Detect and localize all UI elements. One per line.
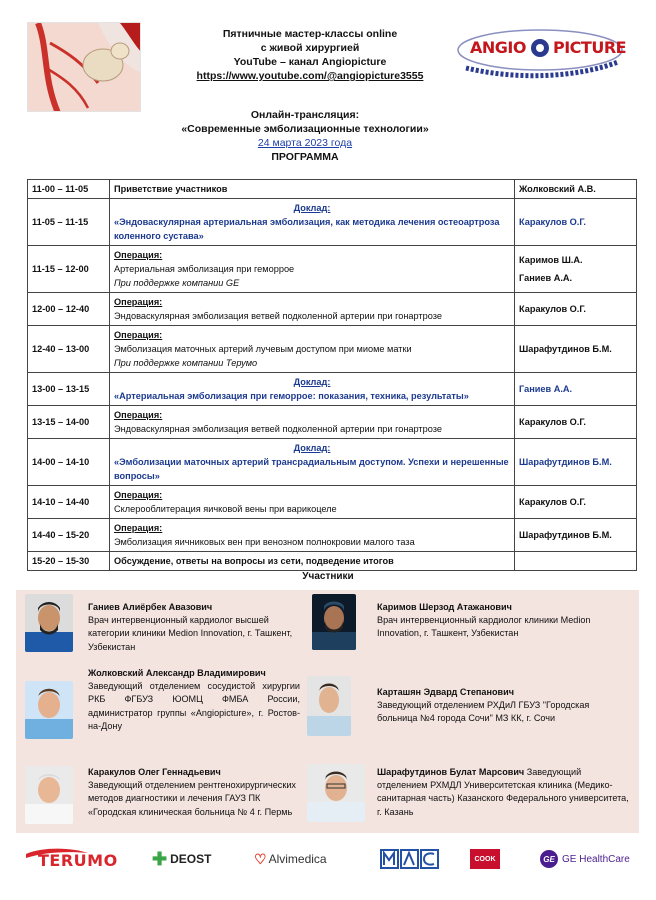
avatar [25, 594, 73, 652]
table-row [28, 246, 637, 293]
avatar [307, 676, 351, 736]
person-photo-icon [312, 594, 356, 650]
time-cell: 13-15 – 14-00 [28, 406, 110, 439]
table-row [28, 180, 637, 199]
table-row [28, 486, 637, 519]
sponsor-terumo [24, 848, 134, 870]
speaker-cell: Каракулов О.Г. [515, 293, 637, 326]
sponsor-alvimedica [254, 848, 354, 870]
event-text: Склерооблитерация яичковой вены при варикоцеле [114, 504, 337, 514]
participant-desc: Врач интервенционный кардиолог высшей категории клиники Medion Innovation, г. Ташкент, Узбекистан [88, 615, 293, 652]
header-line2: с живой хирургией [260, 42, 360, 54]
event-kind: Операция: [114, 250, 163, 260]
speaker-cell: Каракулов О.Г. [515, 406, 637, 439]
cook-logo-icon [470, 849, 500, 869]
event-note: При поддержке компании Терумо [114, 358, 258, 368]
mac-logo-icon [380, 849, 440, 869]
event-text: Эндоваскулярная эмболизация ветвей подколенной артерии при гонартрозе [114, 311, 442, 321]
person-photo-icon [25, 766, 73, 824]
participant-desc: Заведующий отделением РХМДЛ Университетская клиника (Медико-санитарная часть) Казанского Федерального университета, г. Казань [377, 767, 629, 817]
hero-illustration [27, 22, 141, 112]
speaker-cell: Жолковский А.В. [515, 180, 637, 199]
table-row [28, 199, 637, 246]
speaker-cell: Шарафутдинов Б.М. [515, 519, 637, 552]
event-text: Эндоваскулярная эмболизация ветвей подколенной артерии при гонартрозе [114, 424, 442, 434]
vessel-illustration-icon [28, 23, 141, 112]
participant-text [88, 766, 306, 819]
participant-text [377, 766, 633, 819]
sponsor-label: DEOST [170, 852, 212, 866]
broadcast-date: 24 марта 2023 года [257, 137, 353, 149]
event-cell: Приветствие участников [110, 180, 515, 199]
participant-text [88, 601, 303, 654]
ge-monogram-icon: GE [540, 850, 558, 868]
event-cell [110, 373, 515, 406]
sponsor-label: COOK [474, 855, 496, 863]
event-text: Артериальная эмболизация при геморрое [114, 264, 295, 274]
event-cell [110, 326, 515, 373]
time-cell: 14-00 – 14-10 [28, 439, 110, 486]
time-cell: 12-00 – 12-40 [28, 293, 110, 326]
time-cell: 11-15 – 12-00 [28, 246, 110, 293]
broadcast-label: Онлайн-трансляция: [250, 109, 360, 121]
event-kind: Операция: [114, 490, 163, 500]
event-cell [110, 406, 515, 439]
event-text: «Эндоваскулярная артериальная эмболизация, как методика лечения остеоартроза коленного сустава» [114, 217, 500, 241]
table-row [28, 519, 637, 552]
person-photo-icon [307, 676, 351, 736]
event-cell: Обсуждение, ответы на вопросы из сети, подведение итогов [110, 552, 515, 571]
logo-text-picture: PICTURE [553, 38, 627, 57]
speaker-cell: Шарафутдинов Б.М. [515, 326, 637, 373]
participant-name: Каракулов Олег Геннадьевич [88, 767, 221, 777]
participant-desc: Заведующий отделением сосудистой хирургии РКБ ФГБУЗ ЮОМЦ ФМБА России, администратор группы «Angiopicture», г. Ростов-на-Дону [88, 681, 300, 731]
table-row [28, 293, 637, 326]
person-photo-icon [25, 594, 73, 652]
event-cell [110, 246, 515, 293]
table-row [28, 326, 637, 373]
event-kind: Доклад: [293, 443, 331, 453]
avatar [312, 594, 356, 650]
event-kind: Операция: [114, 297, 163, 307]
table-row [28, 373, 637, 406]
event-cell [110, 439, 515, 486]
event-text: Эмболизация маточных артерий лучевым доступом при миоме матки [114, 344, 412, 354]
avatar [25, 766, 73, 824]
broadcast-heading [150, 108, 460, 164]
event-kind: Доклад: [293, 203, 331, 213]
program-heading: ПРОГРАММА [271, 151, 339, 163]
time-cell: 14-10 – 14-40 [28, 486, 110, 519]
participants-heading: Участники [302, 571, 354, 582]
participant-name: Жолковский Александр Владимирович [88, 668, 266, 678]
heart-icon: ♡ [254, 850, 267, 867]
event-kind: Операция: [114, 410, 163, 420]
event-kind: Операция: [114, 330, 163, 340]
event-note: При поддержке компании GE [114, 278, 240, 288]
youtube-link[interactable]: https://www.youtube.com/@angiopicture3555 [196, 70, 424, 82]
angiopicture-logo [456, 28, 627, 80]
event-text: «Эмболизации маточных артерий трансрадиальным доступом. Успехи и нерешенные вопросы» [114, 457, 509, 481]
event-text: Эмболизация яичниковых вен при венозном полнокровии малого таза [114, 537, 415, 547]
event-cell [110, 199, 515, 246]
speaker-cell: Ганиев А.А. [515, 373, 637, 406]
event-kind: Операция: [114, 523, 163, 533]
time-cell: 11-05 – 11-15 [28, 199, 110, 246]
speaker-name: Каримов Ш.А. [519, 255, 583, 265]
table-row [28, 406, 637, 439]
participant-text [377, 686, 631, 726]
speaker-cell: Каракулов О.Г. [515, 199, 637, 246]
participant-name: Ганиев Алиёрбек Авазович [88, 602, 213, 612]
sponsor-label: Alvimedica [268, 852, 327, 866]
speaker-cell: Каракулов О.Г. [515, 486, 637, 519]
event-kind: Доклад: [293, 377, 331, 387]
speaker-cell [515, 246, 637, 293]
sponsor-label: TERUMO [38, 851, 118, 870]
participant-desc: Заведующий отделением РХДиЛ ГБУЗ "Городская больница №4 города Сочи" МЗ КК, г. Сочи [377, 700, 590, 724]
time-cell: 12-40 – 13-00 [28, 326, 110, 373]
table-row [28, 552, 637, 571]
sponsor-label: GE HealthCare [562, 853, 630, 865]
person-photo-icon [307, 764, 365, 822]
table-row [28, 439, 637, 486]
event-cell [110, 293, 515, 326]
avatar [307, 764, 365, 822]
sponsor-deost [152, 848, 232, 870]
sponsor-mac [380, 848, 440, 870]
time-cell: 11-00 – 11-05 [28, 180, 110, 199]
speaker-name: Ганиев А.А. [519, 273, 573, 283]
participant-name: Карташян Эдвард Степанович [377, 687, 514, 697]
participant-name: Каримов Шерзод Атажанович [377, 602, 512, 612]
header-line3: YouTube – канал Angiopicture [233, 56, 387, 68]
logo-text-angio: ANGIO [470, 38, 526, 57]
time-cell: 14-40 – 15-20 [28, 519, 110, 552]
person-photo-icon [25, 681, 73, 739]
header-block [150, 27, 470, 83]
event-cell [110, 486, 515, 519]
event-text: «Артериальная эмболизация при геморрое: показания, техника, результаты» [114, 391, 469, 401]
speaker-cell [515, 552, 637, 571]
participant-text [88, 667, 300, 733]
participant-text [377, 601, 631, 641]
participant-desc: Заведующий отделением рентгенохирургических методов диагностики и лечения ГАУЗ ПК «Городская клиническая больница № 4 г. Пермь [88, 780, 296, 817]
time-cell: 13-00 – 13-15 [28, 373, 110, 406]
speaker-cell: Шарафутдинов Б.М. [515, 439, 637, 486]
avatar [25, 681, 73, 739]
deost-cross-icon: ✚ [152, 848, 168, 869]
header-line1: Пятничные мастер-классы online [222, 28, 398, 40]
broadcast-title: «Современные эмболизационные технологии» [181, 123, 429, 135]
sponsor-ge [540, 848, 640, 870]
sponsor-cook [470, 848, 502, 870]
participant-desc: Врач интервенционный кардиолог клиники Medion Innovation, г. Ташкент, Узбекистан [377, 615, 591, 639]
time-cell: 15-20 – 15-30 [28, 552, 110, 571]
event-cell [110, 519, 515, 552]
program-table [27, 179, 637, 571]
participant-name: Шарафутдинов Булат Марсович [377, 767, 525, 777]
